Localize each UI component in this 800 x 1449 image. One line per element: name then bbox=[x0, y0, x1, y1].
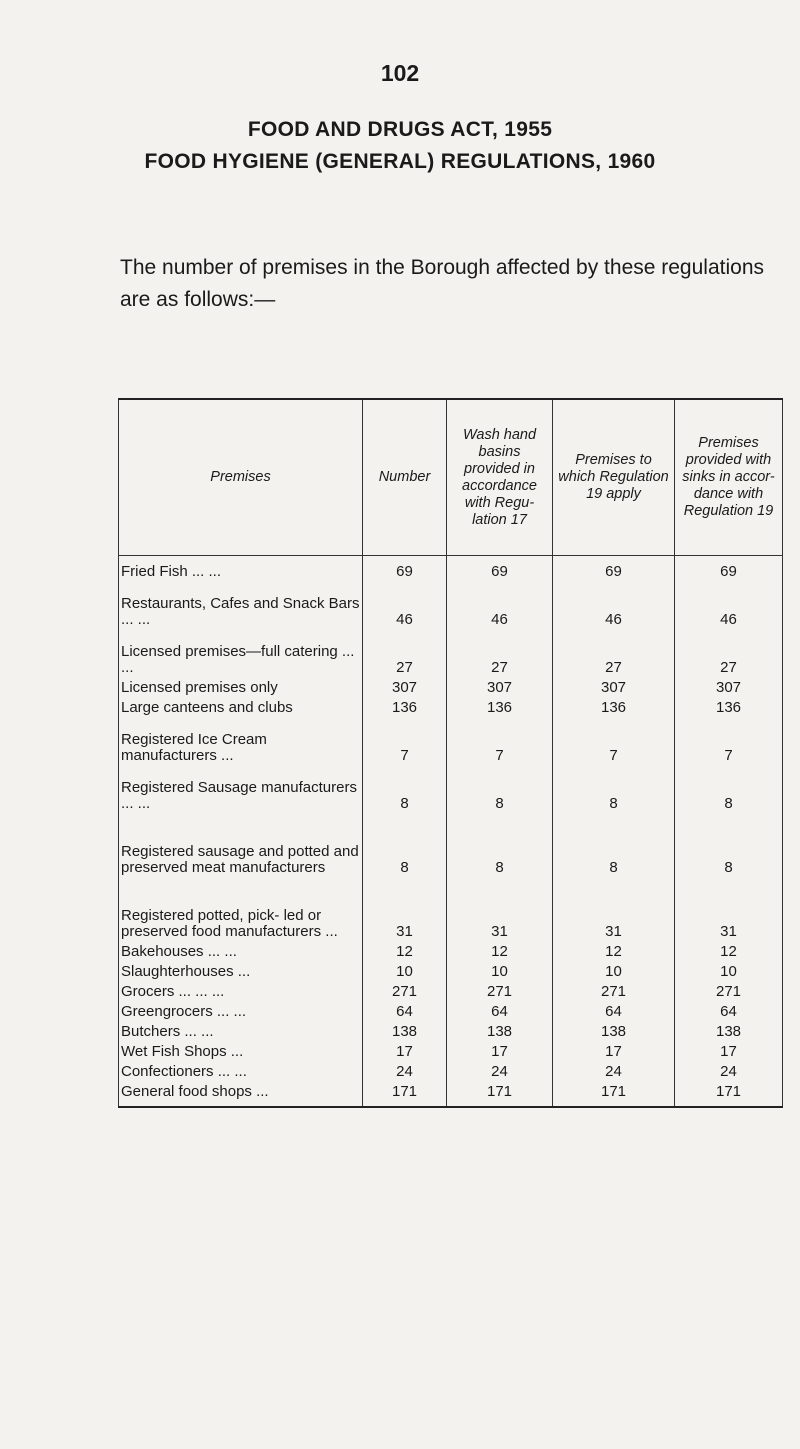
wash-hand-basins-cell: 31 bbox=[447, 876, 553, 940]
regulation-19-cell: 271 bbox=[553, 980, 675, 1000]
regulation-19-cell: 7 bbox=[553, 716, 675, 764]
number-cell: 27 bbox=[363, 628, 447, 676]
number-cell: 24 bbox=[363, 1060, 447, 1080]
number-cell: 136 bbox=[363, 696, 447, 716]
number-cell: 307 bbox=[363, 676, 447, 696]
wash-hand-basins-cell: 64 bbox=[447, 1000, 553, 1020]
premises-name-cell: Large canteens and clubs bbox=[119, 696, 363, 716]
table-row bbox=[119, 716, 783, 764]
number-cell: 7 bbox=[363, 716, 447, 764]
wash-hand-basins-cell: 136 bbox=[447, 696, 553, 716]
header-premises: Premises bbox=[119, 399, 363, 556]
wash-hand-basins-cell: 12 bbox=[447, 940, 553, 960]
number-cell: 69 bbox=[363, 562, 447, 580]
sinks-cell: 17 bbox=[720, 1043, 737, 1060]
wash-hand-basins-cell: 271 bbox=[447, 980, 553, 1000]
sinks-cell: 307 bbox=[715, 679, 742, 696]
table-row bbox=[119, 696, 783, 716]
number-cell: 12 bbox=[363, 940, 447, 960]
table-row bbox=[119, 980, 783, 1000]
premises-table bbox=[118, 398, 783, 1108]
table-row bbox=[119, 1080, 783, 1100]
sinks-cell: 12 bbox=[720, 943, 737, 960]
sinks-cell: 8 bbox=[724, 859, 733, 876]
sinks-cell: 271 bbox=[715, 983, 742, 1000]
sinks-cell: 138 bbox=[715, 1023, 742, 1040]
regulation-19-cell: 17 bbox=[553, 1040, 675, 1060]
wash-hand-basins-cell: 46 bbox=[447, 580, 553, 628]
premises-name-cell: Licensed premises only bbox=[119, 676, 363, 696]
table-row bbox=[119, 940, 783, 960]
header-regulation-19: Premises to which Regulation 19 apply bbox=[553, 399, 675, 556]
premises-name-cell: Registered Ice Cream manufacturers ... bbox=[119, 716, 363, 764]
header-number: Number bbox=[363, 399, 447, 556]
premises-name-cell: Restaurants, Cafes and Snack Bars ... ... bbox=[119, 580, 363, 628]
regulation-19-cell: 136 bbox=[553, 696, 675, 716]
wash-hand-basins-cell: 17 bbox=[447, 1040, 553, 1060]
number-cell: 138 bbox=[363, 1020, 447, 1040]
premises-name-cell: Slaughterhouses ... bbox=[119, 960, 363, 980]
wash-hand-basins-cell: 24 bbox=[447, 1060, 553, 1080]
table-row bbox=[119, 876, 783, 940]
premises-name-cell: Wet Fish Shops ... bbox=[119, 1040, 363, 1060]
wash-hand-basins-cell: 307 bbox=[447, 676, 553, 696]
table-row bbox=[119, 1020, 783, 1040]
wash-hand-basins-cell: 27 bbox=[447, 628, 553, 676]
regulation-19-cell: 10 bbox=[553, 960, 675, 980]
header-sinks: Premises provided with sinks in accor- dance with Regulation 19 bbox=[675, 399, 783, 556]
regulation-19-cell: 12 bbox=[553, 940, 675, 960]
number-cell: 8 bbox=[363, 812, 447, 876]
regulation-19-cell: 24 bbox=[553, 1060, 675, 1080]
regulation-19-cell: 64 bbox=[553, 1000, 675, 1020]
premises-name-cell: Confectioners ... ... bbox=[119, 1060, 363, 1080]
table-row bbox=[119, 1000, 783, 1020]
sinks-cell: 46 bbox=[720, 611, 737, 628]
sinks-cell: 7 bbox=[724, 747, 733, 764]
table-row bbox=[119, 960, 783, 980]
sinks-cell: 69 bbox=[720, 563, 737, 580]
page-number: 102 bbox=[380, 60, 420, 86]
number-cell: 171 bbox=[363, 1080, 447, 1100]
sinks-cell: 24 bbox=[720, 1063, 737, 1080]
regulations-title: FOOD HYGIENE (GENERAL) REGULATIONS, 1960 bbox=[144, 150, 656, 173]
table-row bbox=[119, 764, 783, 812]
regulation-19-cell: 307 bbox=[553, 676, 675, 696]
premises-name-cell: Bakehouses ... ... bbox=[119, 940, 363, 960]
number-cell: 10 bbox=[363, 960, 447, 980]
table-row bbox=[119, 628, 783, 676]
sinks-cell: 171 bbox=[715, 1083, 742, 1100]
number-cell: 17 bbox=[363, 1040, 447, 1060]
premises-name-cell: Butchers ... ... bbox=[119, 1020, 363, 1040]
regulation-19-cell: 8 bbox=[553, 764, 675, 812]
number-cell: 8 bbox=[363, 764, 447, 812]
premises-name-cell: Fried Fish ... ... bbox=[119, 562, 363, 580]
sinks-cell: 8 bbox=[724, 795, 733, 812]
table-row bbox=[119, 812, 783, 876]
wash-hand-basins-cell: 8 bbox=[447, 764, 553, 812]
table-body bbox=[119, 556, 783, 1108]
regulation-19-cell: 31 bbox=[553, 876, 675, 940]
regulation-19-cell: 8 bbox=[553, 812, 675, 876]
premises-name-cell: Greengrocers ... ... bbox=[119, 1000, 363, 1020]
regulation-19-cell: 27 bbox=[553, 628, 675, 676]
number-cell: 46 bbox=[363, 580, 447, 628]
premises-name-cell: Registered sausage and potted and preserved meat manufacturers bbox=[119, 812, 363, 876]
table-row bbox=[119, 580, 783, 628]
number-cell: 64 bbox=[363, 1000, 447, 1020]
table-row bbox=[119, 1040, 783, 1060]
sinks-cell: 27 bbox=[720, 659, 737, 676]
premises-name-cell: General food shops ... bbox=[119, 1080, 363, 1100]
premises-name-cell: Licensed premises—full catering ... ... bbox=[119, 628, 363, 676]
premises-name-cell: Registered potted, pick- led or preserved food manufacturers ... bbox=[119, 876, 363, 940]
regulation-19-cell: 69 bbox=[553, 562, 675, 580]
sinks-cell: 64 bbox=[720, 1003, 737, 1020]
sinks-cell: 31 bbox=[720, 923, 737, 940]
regulation-19-cell: 171 bbox=[553, 1080, 675, 1100]
table-row bbox=[119, 1060, 783, 1080]
wash-hand-basins-cell: 7 bbox=[447, 716, 553, 764]
sinks-cell: 10 bbox=[720, 963, 737, 980]
regulation-19-cell: 46 bbox=[553, 580, 675, 628]
table-row bbox=[119, 676, 783, 696]
wash-hand-basins-cell: 138 bbox=[447, 1020, 553, 1040]
premises-name-cell: Registered Sausage manufacturers ... ... bbox=[119, 764, 363, 812]
wash-hand-basins-cell: 171 bbox=[447, 1080, 553, 1100]
premises-name-cell: Grocers ... ... ... bbox=[119, 980, 363, 1000]
regulation-19-cell: 138 bbox=[553, 1020, 675, 1040]
sinks-cell: 136 bbox=[715, 699, 742, 716]
intro-paragraph: The number of premises in the Borough affected by these regulations are as follows:— bbox=[120, 256, 764, 311]
wash-hand-basins-cell: 8 bbox=[447, 812, 553, 876]
table-header-row bbox=[119, 399, 783, 556]
wash-hand-basins-cell: 10 bbox=[447, 960, 553, 980]
act-title: FOOD AND DRUGS ACT, 1955 bbox=[247, 118, 553, 141]
header-wash-hand-basins: Wash hand basins provided in accordance with Regu- lation 17 bbox=[447, 399, 553, 556]
table-row bbox=[119, 562, 783, 580]
number-cell: 31 bbox=[363, 876, 447, 940]
wash-hand-basins-cell: 69 bbox=[447, 562, 553, 580]
number-cell: 271 bbox=[363, 980, 447, 1000]
